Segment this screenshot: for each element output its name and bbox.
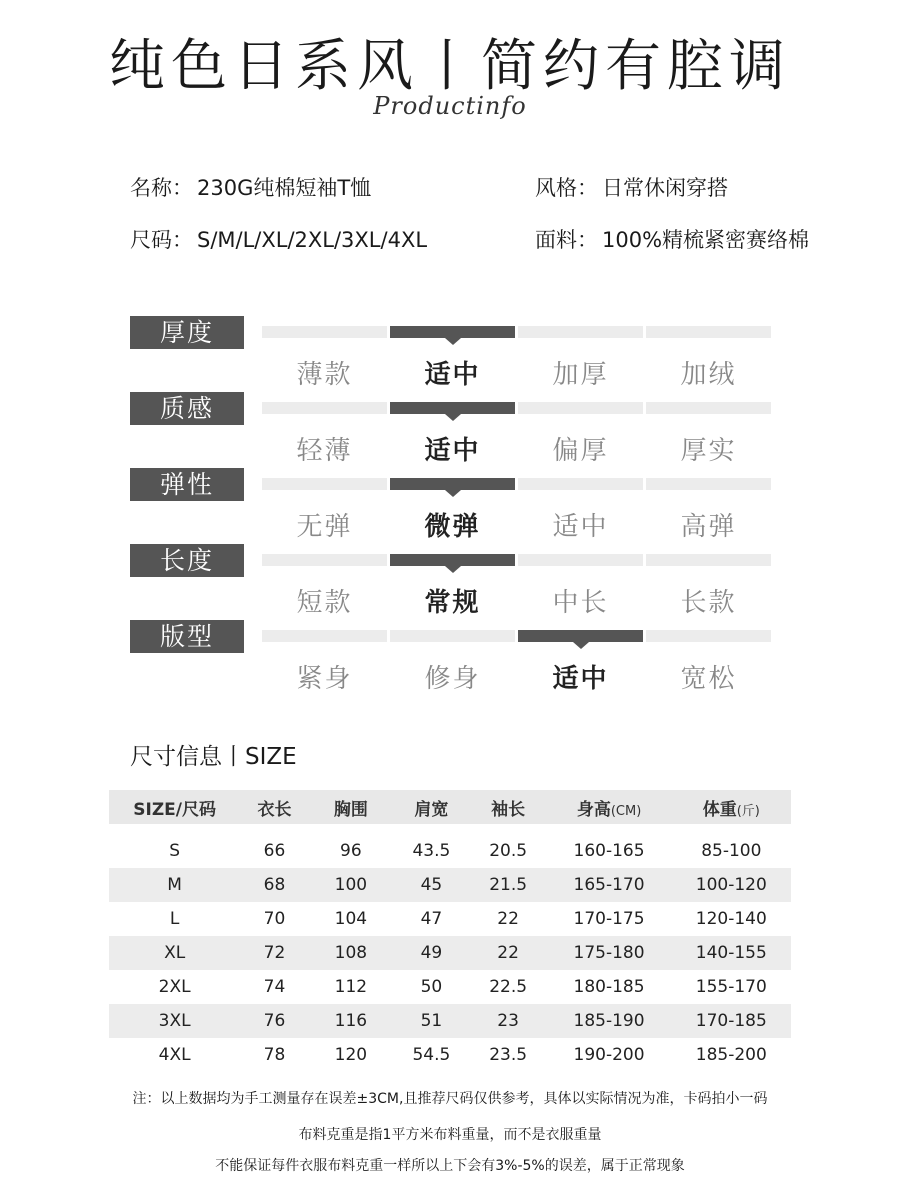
table-cell: 96	[340, 841, 362, 861]
header-unit: (CM)	[610, 803, 642, 819]
table-cell: 160-165	[573, 841, 645, 861]
table-cell: 190-200	[573, 1045, 645, 1065]
attribute-bar	[646, 554, 771, 566]
table-cell: 170-175	[573, 909, 645, 929]
attribute-option: 偏厚	[552, 436, 609, 466]
attribute-label: 长度	[130, 544, 244, 577]
table-cell: 70	[263, 909, 286, 929]
attribute-bar-selected	[518, 630, 643, 642]
attribute-option: 长款	[680, 588, 737, 618]
table-cell: XL	[109, 936, 240, 970]
attribute-bar	[518, 402, 643, 414]
table-cell: 2XL	[158, 977, 191, 997]
attribute-label: 厚度	[130, 316, 244, 349]
attribute-option: 无弹	[296, 512, 353, 542]
table-cell: 185-190	[546, 1004, 671, 1038]
attribute-row	[130, 468, 770, 544]
table-row	[109, 1038, 791, 1072]
note-measurement: 注：以上数据均为手工测量存在误差±3CM,且推荐尺码仅供参考，具体以实际情况为准，卡码拍小一码	[132, 1091, 768, 1107]
attribute-bar-selected	[390, 554, 515, 566]
attribute-option-selected: 适中	[552, 664, 609, 694]
table-cell: 4XL	[158, 1045, 191, 1065]
table-cell: 54.5	[412, 1045, 451, 1065]
attribute-label: 版型	[130, 620, 244, 653]
header-label: SIZE/尺码	[133, 799, 216, 820]
attribute-bar	[262, 478, 387, 490]
attribute-option: 薄款	[296, 360, 353, 390]
table-cell: 51	[393, 1004, 470, 1038]
table-cell: 108	[309, 936, 393, 970]
info-name	[130, 172, 371, 202]
table-cell: 100	[309, 868, 393, 902]
attribute-row	[130, 544, 770, 620]
size-table-header-cell	[393, 790, 470, 824]
table-cell: 66	[263, 841, 286, 861]
table-cell: 140-155	[672, 936, 791, 970]
table-cell: M	[109, 868, 240, 902]
header-label: 肩宽	[414, 799, 449, 820]
attribute-scales	[130, 316, 770, 696]
attribute-label: 质感	[130, 392, 244, 425]
attribute-bars	[262, 630, 770, 694]
attribute-option: 修身	[424, 664, 481, 694]
attribute-option-selected: 适中	[424, 436, 481, 466]
size-table-header-cell	[470, 790, 547, 824]
attribute-bar	[262, 402, 387, 414]
table-row	[109, 970, 791, 1004]
attribute-bars	[262, 554, 770, 618]
table-cell: 185-200	[695, 1045, 767, 1065]
table-row	[109, 834, 791, 868]
info-fabric-value: 100%精梳紧密赛络棉	[602, 228, 810, 252]
table-cell: 23	[470, 1004, 547, 1038]
info-name-value: 230G纯棉短袖T恤	[197, 176, 372, 200]
table-cell: 50	[420, 977, 443, 997]
table-cell: 47	[420, 909, 443, 929]
attribute-bar	[646, 402, 771, 414]
attribute-option: 中长	[552, 588, 609, 618]
header-unit: (斤)	[736, 803, 760, 819]
header-label: 衣长	[257, 799, 292, 820]
info-style-label: 风格：	[535, 176, 598, 200]
attribute-bar	[262, 326, 387, 338]
size-table-header-cell	[546, 790, 671, 824]
attribute-bar-selected	[390, 478, 515, 490]
table-cell: 165-170	[546, 868, 671, 902]
table-row	[109, 936, 791, 970]
table-spacer	[109, 824, 791, 834]
table-cell: 120-140	[695, 909, 767, 929]
table-cell: S	[169, 841, 181, 861]
table-cell: 155-170	[695, 977, 767, 997]
table-cell: 21.5	[470, 868, 547, 902]
size-section-title: 尺寸信息丨SIZE	[130, 744, 297, 770]
attribute-bar-selected	[390, 402, 515, 414]
attribute-option: 高弹	[680, 512, 737, 542]
attribute-row	[130, 392, 770, 468]
table-cell: 78	[263, 1045, 286, 1065]
attribute-bars	[262, 326, 770, 390]
header-label: 袖长	[491, 799, 526, 820]
table-cell: 22.5	[489, 977, 528, 997]
table-cell: 116	[309, 1004, 393, 1038]
info-size-label: 尺码：	[130, 228, 193, 252]
header-label: 体重	[702, 799, 737, 820]
note-fabric-weight: 布料克重是指1平方米布料重量，而不是衣服重量	[298, 1127, 602, 1143]
attribute-option-selected: 适中	[424, 360, 481, 390]
size-table-header	[109, 790, 791, 824]
table-cell: 68	[240, 868, 308, 902]
attribute-option: 轻薄	[296, 436, 353, 466]
table-cell: 100-120	[672, 868, 791, 902]
attribute-bars	[262, 402, 770, 466]
table-cell: 180-185	[573, 977, 645, 997]
size-table-header-cell	[240, 790, 308, 824]
attribute-bar	[262, 554, 387, 566]
info-style	[535, 172, 728, 202]
attribute-bar	[646, 326, 771, 338]
attribute-row	[130, 620, 770, 696]
table-cell: 49	[393, 936, 470, 970]
table-cell: 22	[497, 909, 519, 929]
attribute-bar	[646, 630, 771, 642]
attribute-option-selected: 常规	[424, 588, 481, 618]
info-name-label: 名称：	[130, 176, 193, 200]
header-label: 身高	[576, 799, 611, 820]
attribute-row	[130, 316, 770, 392]
table-cell: 22	[470, 936, 547, 970]
table-cell: L	[169, 909, 180, 929]
size-table-header-cell	[109, 790, 240, 824]
table-cell: 104	[334, 909, 368, 929]
note-weight-variance: 不能保证每件衣服布料克重一样所以上下会有3%-5%的误差，属于正常现象	[215, 1158, 685, 1174]
attribute-bar-selected	[390, 326, 515, 338]
attribute-bar	[518, 326, 643, 338]
attribute-bars	[262, 478, 770, 542]
attribute-option: 宽松	[680, 664, 737, 694]
table-row	[109, 902, 791, 936]
table-cell: 23.5	[489, 1045, 528, 1065]
info-fabric-label: 面料：	[535, 228, 598, 252]
attribute-option: 加绒	[680, 360, 737, 390]
table-cell: 74	[263, 977, 286, 997]
attribute-option: 适中	[552, 512, 609, 542]
table-cell: 20.5	[489, 841, 528, 861]
table-cell: 85-100	[701, 841, 762, 861]
attribute-option-selected: 微弹	[424, 512, 481, 542]
attribute-option: 短款	[296, 588, 353, 618]
attribute-label: 弹性	[130, 468, 244, 501]
table-cell: 43.5	[412, 841, 451, 861]
attribute-option: 加厚	[552, 360, 609, 390]
page-title: 纯色日系风丨简约有腔调	[109, 34, 791, 99]
attribute-bar	[262, 630, 387, 642]
table-row	[109, 1004, 791, 1038]
attribute-bar	[518, 554, 643, 566]
size-table-header-cell	[672, 790, 791, 824]
table-cell: 175-180	[546, 936, 671, 970]
size-table-header-cell	[309, 790, 393, 824]
table-cell: 45	[393, 868, 470, 902]
table-row	[109, 868, 791, 902]
info-size	[130, 224, 427, 254]
table-cell: 112	[334, 977, 368, 997]
table-cell: 120	[334, 1045, 368, 1065]
table-cell: 3XL	[109, 1004, 240, 1038]
attribute-option: 厚实	[680, 436, 737, 466]
attribute-bar	[518, 478, 643, 490]
attribute-bar	[646, 478, 771, 490]
attribute-option: 紧身	[296, 664, 353, 694]
table-cell: 72	[240, 936, 308, 970]
header-label: 胸围	[333, 799, 368, 820]
size-table	[109, 790, 791, 1072]
info-size-value: S/M/L/XL/2XL/3XL/4XL	[197, 228, 428, 252]
attribute-bar	[390, 630, 515, 642]
table-cell: 170-185	[672, 1004, 791, 1038]
info-fabric	[535, 224, 809, 254]
script-subtitle: Productinfo	[373, 92, 527, 120]
info-style-value: 日常休闲穿搭	[602, 176, 728, 200]
table-cell: 76	[240, 1004, 308, 1038]
